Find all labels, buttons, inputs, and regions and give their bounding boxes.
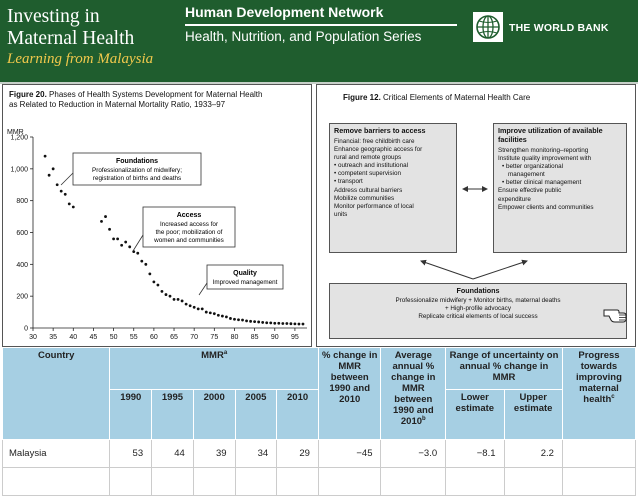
annotation-access [133, 207, 235, 251]
data-point [120, 244, 123, 247]
data-point [173, 298, 176, 301]
annot-access-l3: women and communities [154, 237, 224, 244]
header-org-block [461, 0, 638, 82]
pointing-hand-icon [603, 303, 629, 323]
title-line-1: Investing in [7, 6, 100, 27]
annotation-foundations [61, 153, 201, 185]
data-point [157, 284, 160, 287]
data-point [132, 250, 135, 253]
cell-progress [562, 440, 635, 468]
data-point [261, 321, 264, 324]
data-point [189, 304, 192, 307]
y-tick-label: 0 [24, 325, 28, 333]
cell-avg-annual: −3.0 [381, 440, 446, 468]
data-point [64, 193, 67, 196]
data-point [169, 295, 172, 298]
box2-line: Empower clients and communities [498, 203, 594, 211]
mmr-chart [3, 123, 313, 348]
x-tick-label: 80 [230, 334, 239, 341]
data-point [269, 322, 272, 325]
header-title-block [0, 0, 181, 82]
box1-line: • transport [334, 178, 363, 186]
data-point [140, 260, 143, 263]
th-range: Range of uncertainty on annual % change in MMR [446, 348, 563, 390]
box-improve-utilization-title: Improve utilization of available facilities [498, 126, 603, 144]
box2-line: Institute quality improvement with [498, 155, 592, 163]
org-name: THE WORLD BANK [509, 22, 609, 34]
y-tick-label: 400 [16, 261, 28, 269]
th-upper: Upper estimate [504, 390, 562, 440]
data-point [241, 319, 244, 322]
th-year: 2010 [277, 390, 319, 440]
th-lower: Lower estimate [446, 390, 504, 440]
data-point [229, 317, 232, 320]
cell-mmr: 44 [152, 440, 194, 468]
x-tick-label: 75 [210, 334, 219, 341]
data-point [281, 322, 284, 325]
figure-20-panel [2, 84, 312, 347]
th-year: 2005 [235, 390, 277, 440]
table-row [3, 440, 636, 468]
cell-mmr: 29 [277, 440, 319, 468]
th-country: Country [3, 348, 110, 440]
data-point [148, 272, 151, 275]
box1-line: Enhance geographic access for [334, 146, 423, 154]
network-name: Human Development Network [185, 4, 384, 20]
cell-mmr: 39 [193, 440, 235, 468]
data-point [257, 321, 260, 324]
x-tick-label: 95 [291, 334, 299, 341]
data-point [185, 303, 188, 306]
data-point [298, 323, 301, 326]
data-point [237, 318, 240, 321]
th-progress: Progress towards improving maternal health$^c$ [562, 348, 635, 440]
data-point [201, 308, 204, 311]
x-tick-label: 35 [49, 334, 58, 341]
data-point [253, 320, 256, 323]
y-tick-label: 1,000 [10, 166, 28, 174]
data-point [72, 206, 75, 209]
table-empty-row [3, 468, 636, 496]
data-point [116, 237, 119, 240]
box-foundations-line2: + High-profile advocacy [445, 305, 511, 313]
data-point [285, 322, 288, 325]
box-foundations-title: Foundations [456, 286, 500, 295]
data-point [193, 306, 196, 309]
x-tick-label: 45 [89, 334, 98, 341]
x-tick-label: 90 [270, 334, 279, 341]
x-tick-label: 30 [29, 334, 37, 341]
annot-quality-l1: Improved management [212, 279, 278, 286]
annot-access-title: Access [176, 212, 202, 219]
x-tick-label: 65 [170, 334, 178, 341]
data-point [245, 319, 248, 322]
figure-20-label: Figure 20. [9, 90, 47, 99]
data-point [165, 293, 168, 296]
x-tick-label: 40 [69, 334, 78, 341]
data-point [249, 320, 252, 323]
series-name: Health, Nutrition, and Population Series [185, 29, 422, 44]
annotation-quality [199, 265, 283, 295]
figure-12-label: Figure 12. [343, 93, 381, 102]
x-tick-label: 60 [149, 334, 158, 341]
subtitle: Learning from Malaysia [7, 51, 154, 67]
data-point [161, 290, 164, 293]
box-improve-utilization [493, 123, 627, 253]
y-tick-label: 1,200 [10, 134, 28, 142]
box2-line: Ensure effective public [498, 187, 562, 195]
figure-20-title [9, 90, 269, 110]
cell-pct-change: −45 [318, 440, 381, 468]
th-year: 2000 [193, 390, 235, 440]
annot-access-l2: the poor; mobilization of [155, 229, 223, 236]
data-point [177, 298, 180, 301]
data-point [225, 315, 228, 318]
box1-line: Mobilize communities [334, 194, 395, 202]
y-tick-label: 600 [16, 230, 28, 237]
th-mmr: MMR$^a$ [110, 348, 319, 390]
box-remove-barriers [329, 123, 457, 253]
box1-line: units [334, 210, 348, 218]
x-tick-label: 50 [109, 334, 118, 341]
annot-quality-title: Quality [233, 270, 257, 277]
data-point [233, 318, 236, 321]
data-point [52, 167, 55, 170]
data-point [217, 314, 220, 317]
header-series-block [181, 0, 461, 82]
data-point [136, 252, 139, 255]
x-tick-label: 55 [129, 334, 138, 341]
box-foundations-line1: Professionalize midwifery + Monitor births, maternal deaths [395, 297, 561, 304]
data-point [112, 237, 115, 240]
data-point [265, 321, 268, 324]
box1-line: rural and remote groups [334, 154, 402, 162]
header-divider [185, 24, 457, 26]
box1-line: • competent supervision [334, 170, 401, 178]
box2-line: expenditure [498, 195, 531, 203]
annot-foundations-l2: registration of births and deaths [92, 175, 182, 182]
box-remove-barriers-title: Remove barriers to access [334, 126, 426, 135]
data-point [273, 322, 276, 325]
data-point [302, 323, 305, 326]
figure-12-caption: Critical Elements of Maternal Health Care [383, 93, 531, 102]
data-point [60, 190, 63, 193]
data-point [221, 315, 224, 318]
box1-line: • outreach and institutional [334, 162, 408, 170]
mmr-table [2, 347, 636, 479]
data-point [48, 174, 51, 177]
data-point [128, 245, 131, 248]
data-point [124, 241, 127, 244]
figure-12-panel [316, 84, 636, 347]
cell-lower: −8.1 [446, 440, 504, 468]
data-point [144, 263, 147, 266]
box1-line: Address cultural barriers [334, 186, 403, 194]
cell-upper: 2.2 [504, 440, 562, 468]
cell-mmr: 53 [110, 440, 152, 468]
figure-20-caption: Phases of Health Systems Development for Maternal Health as Related to Reduction in Maternal Mortality Ratio, 1933–97 [9, 90, 263, 109]
annot-foundations-l1: Professionalization of midwifery; [92, 167, 182, 174]
y-tick-label: 200 [16, 293, 28, 301]
box2-line: management [508, 171, 545, 179]
th-year: 1990 [110, 390, 152, 440]
title-line-2: Maternal Health [7, 28, 135, 49]
box2-line: Strengthen monitoring–reporting [498, 147, 589, 154]
box-foundations-line3: Replicate critical elements of local success [418, 313, 538, 321]
data-point [104, 215, 107, 218]
x-tick-label: 85 [250, 334, 259, 341]
box-foundations [329, 283, 627, 339]
data-point [197, 308, 200, 311]
world-bank-globe-icon [473, 12, 503, 42]
cell-mmr: 34 [235, 440, 277, 468]
data-point [205, 311, 208, 314]
y-axis-label: MMR [7, 129, 24, 136]
data-point [152, 280, 155, 283]
data-point [289, 322, 292, 325]
annot-access-l1: Increased access for [159, 221, 219, 228]
box2-line: • better organizational [502, 163, 564, 171]
data-point [100, 220, 103, 223]
data-point [56, 183, 59, 186]
y-tick-label: 800 [16, 198, 28, 206]
data-point [68, 202, 71, 205]
x-tick-label: 70 [190, 334, 199, 341]
data-point [213, 312, 216, 315]
data-point [277, 322, 280, 325]
box1-line: Monitor performance of local [334, 202, 414, 210]
data-point [108, 228, 111, 231]
th-pct-change: % change in MMR between 1990 and 2010 [318, 348, 381, 440]
data-point [181, 300, 184, 303]
th-avg-annual: Average annual % change in MMR between 1990 and 2010$^b$ [381, 348, 446, 440]
annot-foundations-title: Foundations [116, 158, 158, 165]
table-header-row [3, 348, 636, 390]
th-year: 1995 [152, 390, 194, 440]
figure-12-title [343, 93, 530, 103]
data-point [294, 322, 297, 325]
data-point [44, 155, 47, 158]
data-point [209, 311, 212, 314]
box1-line: Financial: free childbirth care [334, 138, 415, 145]
cell-country: Malaysia [3, 440, 110, 468]
box2-line: • better clinical management [502, 179, 582, 187]
